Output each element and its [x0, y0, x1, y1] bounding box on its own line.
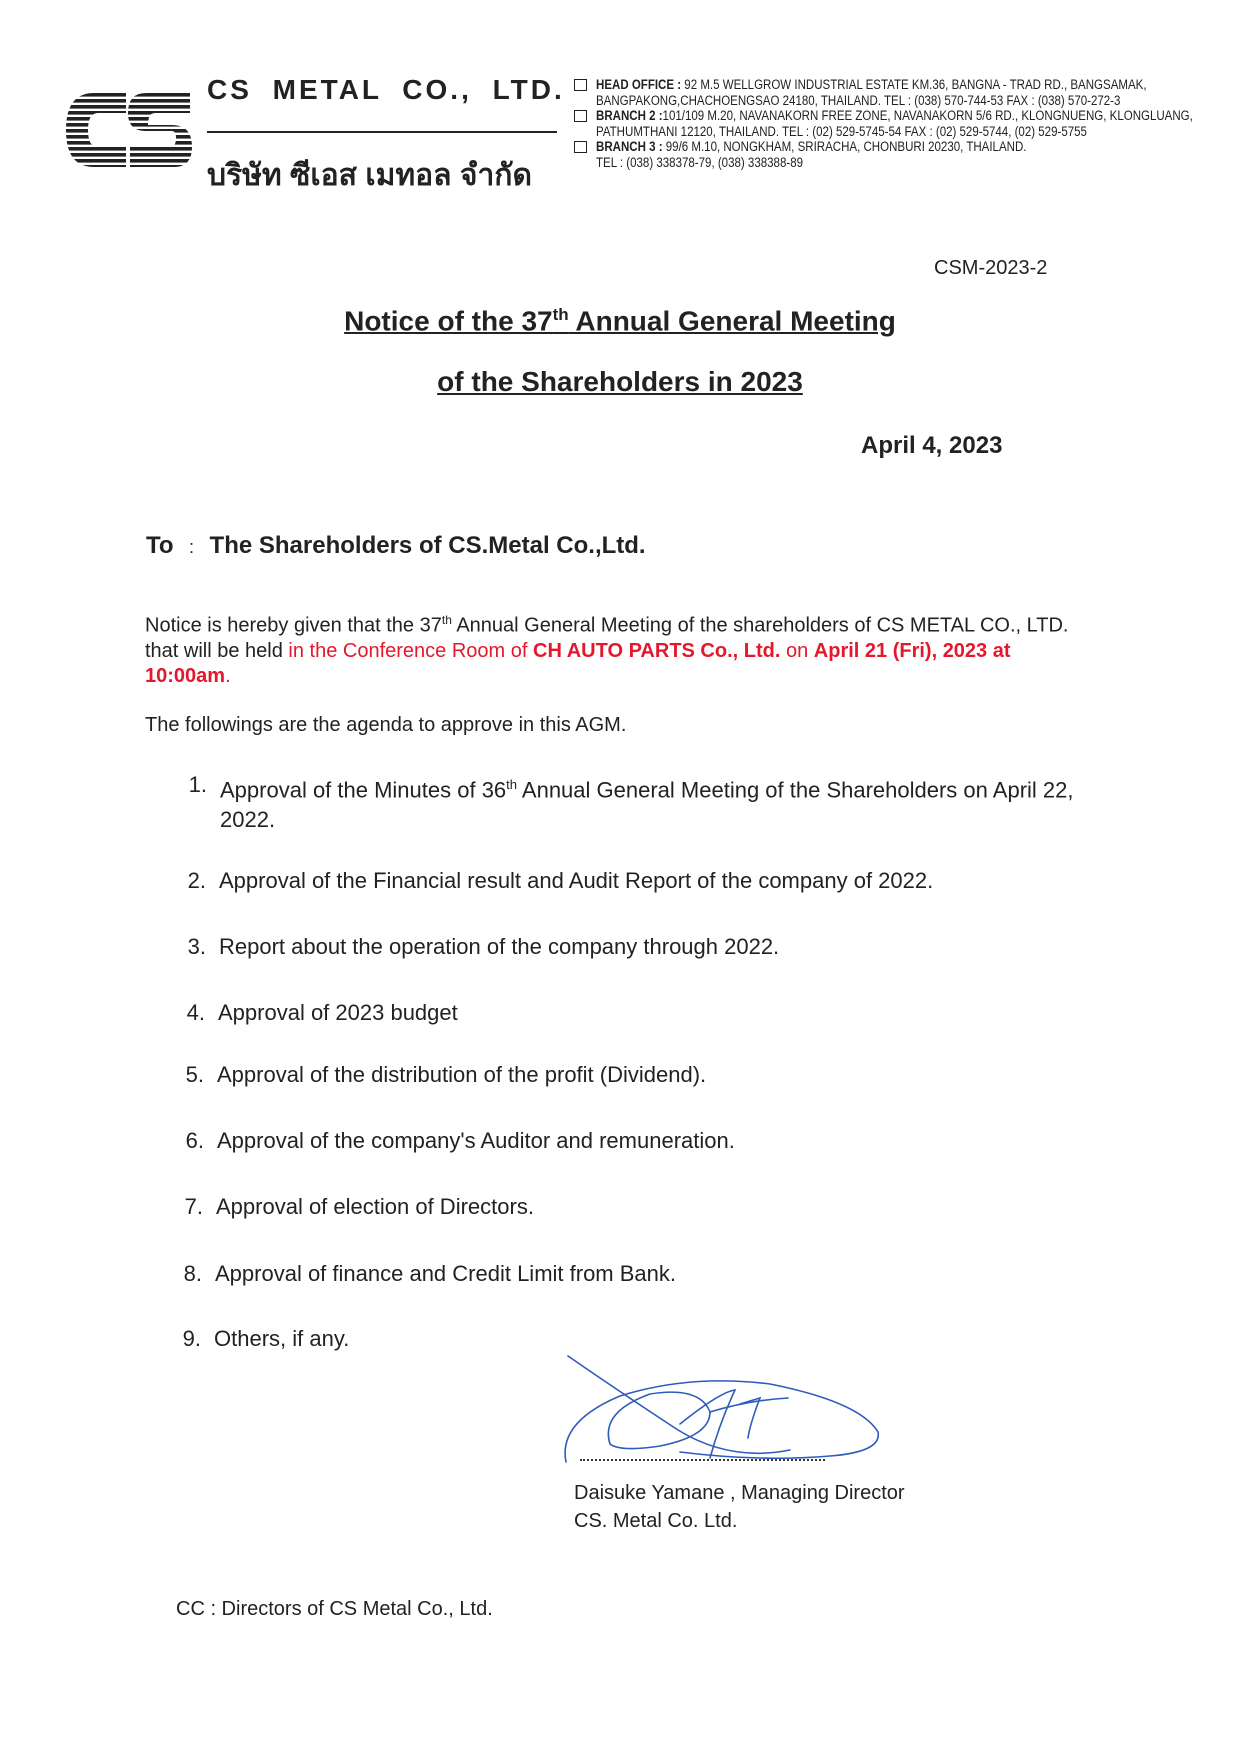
office-addresses [572, 77, 1240, 170]
addressee: The Shareholders of CS.Metal Co.,Ltd. [209, 532, 646, 559]
handwritten-signature-icon [560, 1352, 880, 1472]
notice-title-line-2: of the Shareholders in 2023 [437, 366, 803, 397]
cs-logo-icon [60, 75, 196, 185]
addressee-line: To : The Shareholders of CS.Metal Co.,Ltd. [146, 532, 646, 559]
checkbox-icon [574, 110, 587, 122]
letter-page: CS METAL CO., LTD. บริษัท ซีเอส เมทอล จำกัด HEAD OFFICE : 92 M.5 WELLGROW INDUSTRIAL ESTATE KM.36, BANGNA - TRAD RD., BANGSAMAK, BANGPAKONG,CHACHOENGSAO 24180, THAILAND. TEL : (038) 570-744-53 FAX : (038) 570-272-3 BRANCH 2 :101/109 M.20, NAVANAKORN FREE ZONE, NAVANAKORN 5/6 RD., KLONGNUENG, KLONGLUANG, PATHUMTHANI 12120, THAILAND. TEL : (02) 529-5745-54 FAX : (02) 529-5744, (02) 529-5755 BRANCH 3 : 99/6 M.10, NONGKHAM, SRIRACHA, CHONBURI 20230, THAILAND. TEL : (038) 338378-79, (038) 338388-89 CSM-2023-2 Notice of the 37th Annual General Meeting of the Shareholders in 2023 April 4, 2023 To : The Shareholders of CS.Metal Co.,Ltd. Notice is hereby given that the 37th Annual General Meeting of the shareholders of CS METAL CO., LTD. that will be held in the Conference Room of CH AUTO PARTS Co., Ltd. on April 21 (Fri), 2023 at 10:00am. The followings are the agenda to approve in this AGM. 1. Approval of the Minutes of 36th Annual General Meeting of the Shareholders on April 22, 2022. 2. Approval of the Financial result and Audit Report of the company of 2022. 3. Report about the operation of the company through 2022. 4. Approval of 2023 budget 5. Approval of the distribution of the profit (Dividend). 6. Approval of the company's Auditor and remuneration. 7. Approval of election of Directors. 8. Approval of finance and Credit Limit from Bank. 9. Others, if any. Daisuke Yamane , Managing Director CS. Metal Co. Ltd. CC : Directors of CS Metal Co., Ltd. [0, 0, 1240, 1755]
office-label: BRANCH 2 : [596, 108, 663, 123]
checkbox-icon [574, 141, 587, 153]
office-address-line: TEL : (038) 338378-79, (038) 338388-89 [596, 154, 804, 170]
signature-line [580, 1459, 825, 1461]
meeting-datetime: April 21 (Fri), 2023 at 10:00am [145, 639, 1011, 687]
signer-name: Daisuke Yamane , Managing Director [574, 1482, 905, 1504]
office-address-line: PATHUMTHANI 12120, THAILAND. TEL : (02) 529-5745-54 FAX : (02) 529-5744, (02) 529-5755 [596, 123, 1087, 139]
office-label: BRANCH 3 : [596, 139, 663, 154]
cc-line: CC : Directors of CS Metal Co., Ltd. [176, 1598, 493, 1620]
meeting-venue: in the Conference Room of [288, 639, 534, 662]
document-reference-number: CSM-2023-2 [934, 257, 1048, 279]
notice-title-line-1: Notice of the 37th Annual General Meeting [344, 305, 896, 337]
office-address-line: 92 M.5 WELLGROW INDUSTRIAL ESTATE KM.36, BANGNA - TRAD RD., BANGSAMAK, [684, 77, 1147, 92]
office-head [572, 77, 1240, 108]
office-branch-3 [572, 139, 1240, 170]
signer-block [574, 1479, 905, 1535]
notice-paragraph: Notice is hereby given that the 37th Annual General Meeting of the shareholders of CS METAL CO., LTD. that will be held in the Conference Room of CH AUTO PARTS Co., Ltd. on April 21 (Fri), 2023 at 10:00am. [145, 613, 1069, 687]
office-branch-2 [572, 108, 1240, 139]
agenda-intro: The followings are the agenda to approve in this AGM. [145, 714, 627, 736]
notice-date: April 4, 2023 [861, 432, 1003, 459]
checkbox-icon [574, 79, 587, 91]
meeting-host-company: CH AUTO PARTS Co., Ltd. [533, 639, 781, 662]
office-address-line: 99/6 M.10, NONGKHAM, SRIRACHA, CHONBURI 20230, THAILAND. [665, 139, 1027, 154]
company-name-divider [207, 131, 557, 133]
office-address-line: 101/109 M.20, NAVANAKORN FREE ZONE, NAVANAKORN 5/6 RD., KLONGNUENG, KLONGLUANG, [662, 108, 1193, 123]
to-label: To [146, 532, 174, 559]
company-name-english: CS METAL CO., LTD. [207, 74, 565, 105]
signer-company: CS. Metal Co. Ltd. [574, 1510, 738, 1532]
office-address-line: BANGPAKONG,CHACHOENGSAO 24180, THAILAND. TEL : (038) 570-744-53 FAX : (038) 570-272-3 [596, 92, 1121, 108]
company-name-thai: บริษัท ซีเอส เมทอล จำกัด [207, 159, 532, 192]
office-label: HEAD OFFICE : [596, 77, 682, 92]
